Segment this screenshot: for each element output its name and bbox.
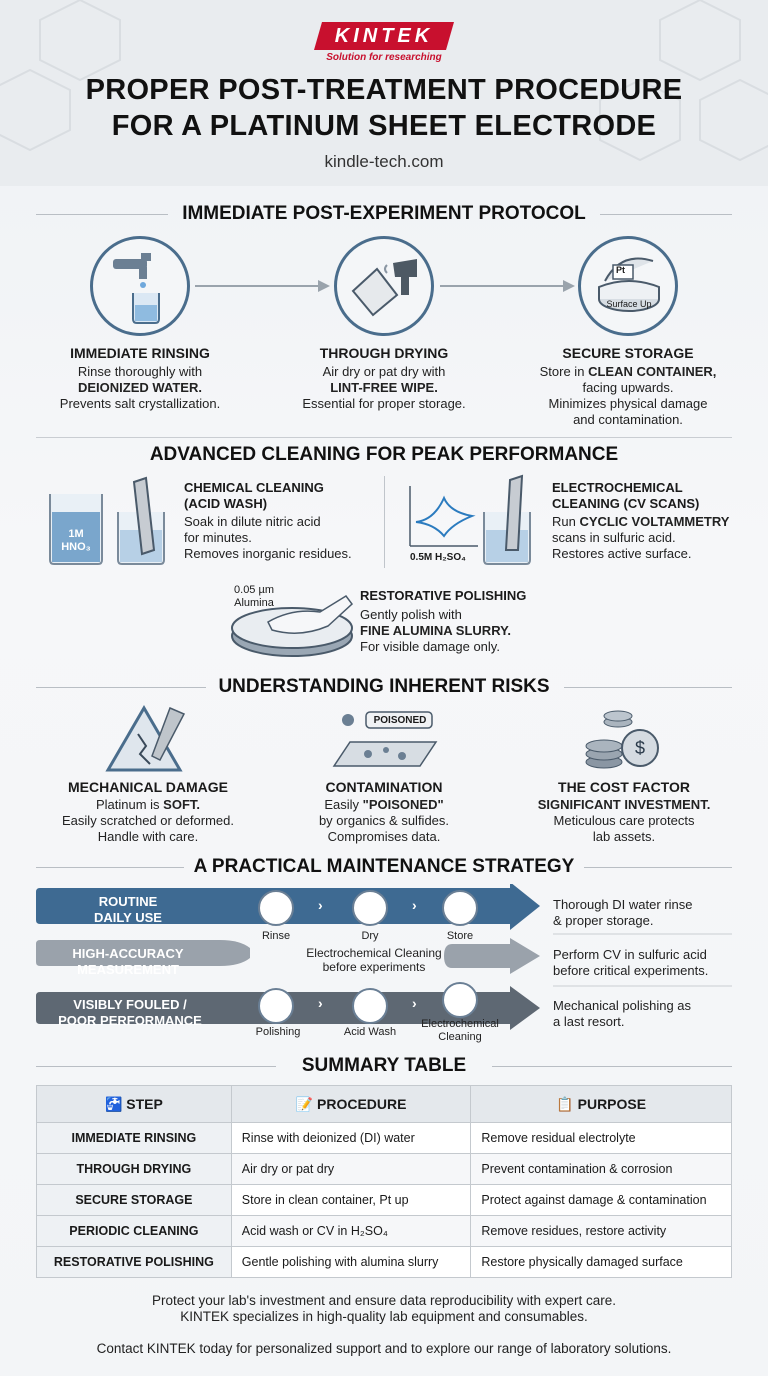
- container-label-text: Surface Up: [606, 299, 652, 309]
- step-text-storage: Store in CLEAN CONTAINER, facing upwards. Minimizes physical damage and contamination.: [539, 364, 717, 427]
- lane-mid-high-accuracy: Electrochemical Cleaning before experiments: [306, 946, 442, 974]
- clipboard-icon: 📋: [556, 1095, 578, 1112]
- warning-crack-icon: [104, 704, 194, 774]
- step-label-rinse: Rinse: [261, 930, 291, 942]
- step-title-rinsing: IMMEDIATE RINSING: [70, 345, 210, 361]
- divider: [36, 437, 732, 438]
- table-row: RESTORATIVE POLISHING Gentle polishing with alumina slurry Restore physically damaged surface: [37, 1247, 732, 1278]
- chevron-right-icon: ›: [412, 995, 417, 1011]
- step-label-polishing: Polishing: [255, 1026, 301, 1038]
- chevron-right-icon: ›: [412, 897, 417, 913]
- site-url[interactable]: kindle-tech.com: [324, 152, 444, 171]
- step-label-electrochemical: Electrochemical Cleaning: [421, 1018, 499, 1043]
- container-lid-text: Pt: [616, 265, 625, 275]
- step-title-drying: THROUGH DRYING: [319, 345, 449, 361]
- table-row: IMMEDIATE RINSING Rinse with deionized (DI) water Remove residual electrolyte: [37, 1123, 732, 1154]
- section-title-summary: SUMMARY TABLE: [301, 1055, 467, 1076]
- table-row: SECURE STORAGE Store in clean container, Pt up Protect against damage & contamination: [37, 1185, 732, 1216]
- chemical-cleaning-text: Soak in dilute nitric acid for minutes. Removes inorganic residues.: [184, 514, 352, 561]
- svg-text:$: $: [634, 738, 646, 758]
- coins-icon: [580, 704, 670, 774]
- chevron-right-icon: ›: [318, 897, 323, 913]
- acid-wash-icon: [352, 988, 388, 1024]
- footer-line-1: Protect your lab's investment and ensure data reproducibility with expert care.: [151, 1293, 617, 1308]
- lane-desc-high-accuracy: Perform CV in sulfuric acid before critical experiments.: [553, 947, 709, 978]
- chevron-right-icon: ›: [318, 995, 323, 1011]
- risk-text-mechanical: Platinum is SOFT. Easily scratched or deformed. Handle with care.: [62, 797, 234, 844]
- step-text-drying: Air dry or pat dry with LINT-FREE WIPE. Essential for proper storage.: [302, 364, 466, 411]
- divider-vertical: [384, 476, 385, 568]
- store-icon: [442, 890, 478, 926]
- polishing-icon: [258, 988, 294, 1024]
- document-icon: 📝: [295, 1095, 318, 1112]
- title-line-1: PROPER POST-TREATMENT PROCEDURE: [85, 74, 683, 106]
- storage-container-icon: [578, 236, 678, 336]
- kintek-logo[interactable]: [314, 22, 454, 50]
- lane-label-routine: ROUTINE DAILY USE: [94, 894, 162, 925]
- poisoned-tag: POISONED: [373, 715, 427, 726]
- faucet-beaker-icon: [90, 236, 190, 336]
- risk-text-cost: SIGNIFICANT INVESTMENT. Meticulous care protects lab assets.: [537, 797, 711, 844]
- cv-solution-label: 0.5M H₂SO₄: [410, 552, 466, 563]
- step-label-dry: Dry: [361, 930, 379, 942]
- step-label-acid-wash: Acid Wash: [343, 1026, 397, 1038]
- step-text-rinsing: Rinse thoroughly with DEIONIZED WATER. Prevents salt crystallization.: [59, 364, 221, 411]
- rinse-icon: [258, 890, 294, 926]
- electrochemical-cleaning-title: ELECTROCHEMICAL CLEANING (CV SCANS): [552, 480, 700, 511]
- section-title-advanced: ADVANCED CLEANING FOR PEAK PERFORMANCE: [149, 444, 619, 465]
- title-line-2: FOR A PLATINUM SHEET ELECTRODE: [111, 110, 657, 142]
- lane-desc-fouled: Mechanical polishing as a last resort.: [553, 998, 692, 1029]
- alumina-label: 0.05 µm Alumina: [234, 584, 274, 609]
- dry-icon: [352, 890, 388, 926]
- logo-text: KINTEK: [334, 25, 434, 47]
- summary-table: [36, 1085, 732, 1278]
- risk-text-contamination: Easily "POISONED" by organics & sulfides. Compromises data.: [318, 797, 450, 844]
- header-step: 🚰 STEP: [37, 1086, 232, 1123]
- polishing-title: RESTORATIVE POLISHING: [360, 588, 527, 603]
- table-row: THROUGH DRYING Air dry or pat dry Prevent contamination & corrosion: [37, 1154, 732, 1185]
- risk-title-mechanical: MECHANICAL DAMAGE: [68, 779, 228, 795]
- polishing-text: Gently polish with FINE ALUMINA SLURRY. For visible damage only.: [360, 607, 511, 654]
- lane-label-fouled: VISIBLY FOULED / POOR PERFORMANCE: [58, 997, 202, 1028]
- footer-line-2: KINTEK specializes in high-quality lab equipment and consumables.: [180, 1309, 588, 1324]
- chemical-cleaning-title: CHEMICAL CLEANING (ACID WASH): [184, 480, 324, 511]
- footer-contact[interactable]: Contact KINTEK today for personalized support and to explore our range of laboratory solutions.: [96, 1341, 672, 1356]
- table-row: PERIODIC CLEANING Acid wash or CV in H₂SO₄ Remove residues, restore activity: [37, 1216, 732, 1247]
- lane-desc-routine: Thorough DI water rinse & proper storage.: [553, 897, 693, 928]
- beaker-label: 1M HNO₃: [61, 528, 91, 553]
- tagline: Solution for researching: [326, 52, 442, 63]
- step-label-store: Store: [446, 930, 474, 942]
- section-title-risks: UNDERSTANDING INHERENT RISKS: [218, 676, 550, 697]
- header-purpose: 📋 PURPOSE: [471, 1086, 732, 1123]
- lane-label-high-accuracy: HIGH-ACCURACY MEASUREMENT: [72, 946, 184, 977]
- risk-title-cost: THE COST FACTOR: [558, 779, 690, 795]
- table-header-row: [37, 1086, 732, 1123]
- faucet-icon: 🚰: [104, 1095, 127, 1112]
- section-title-strategy: A PRACTICAL MAINTENANCE STRATEGY: [193, 856, 575, 877]
- electrochemical-icon: [442, 982, 478, 1018]
- header-procedure: 📝 PROCEDURE: [231, 1086, 471, 1123]
- hair-dryer-icon: [334, 236, 434, 336]
- section-title-immediate: IMMEDIATE POST-EXPERIMENT PROTOCOL: [182, 203, 586, 224]
- electrochemical-cleaning-text: Run CYCLIC VOLTAMMETRY scans in sulfuric acid. Restores active surface.: [552, 514, 730, 561]
- step-title-storage: SECURE STORAGE: [562, 345, 694, 361]
- risk-title-contamination: CONTAMINATION: [325, 779, 443, 795]
- page-title: [0, 72, 768, 144]
